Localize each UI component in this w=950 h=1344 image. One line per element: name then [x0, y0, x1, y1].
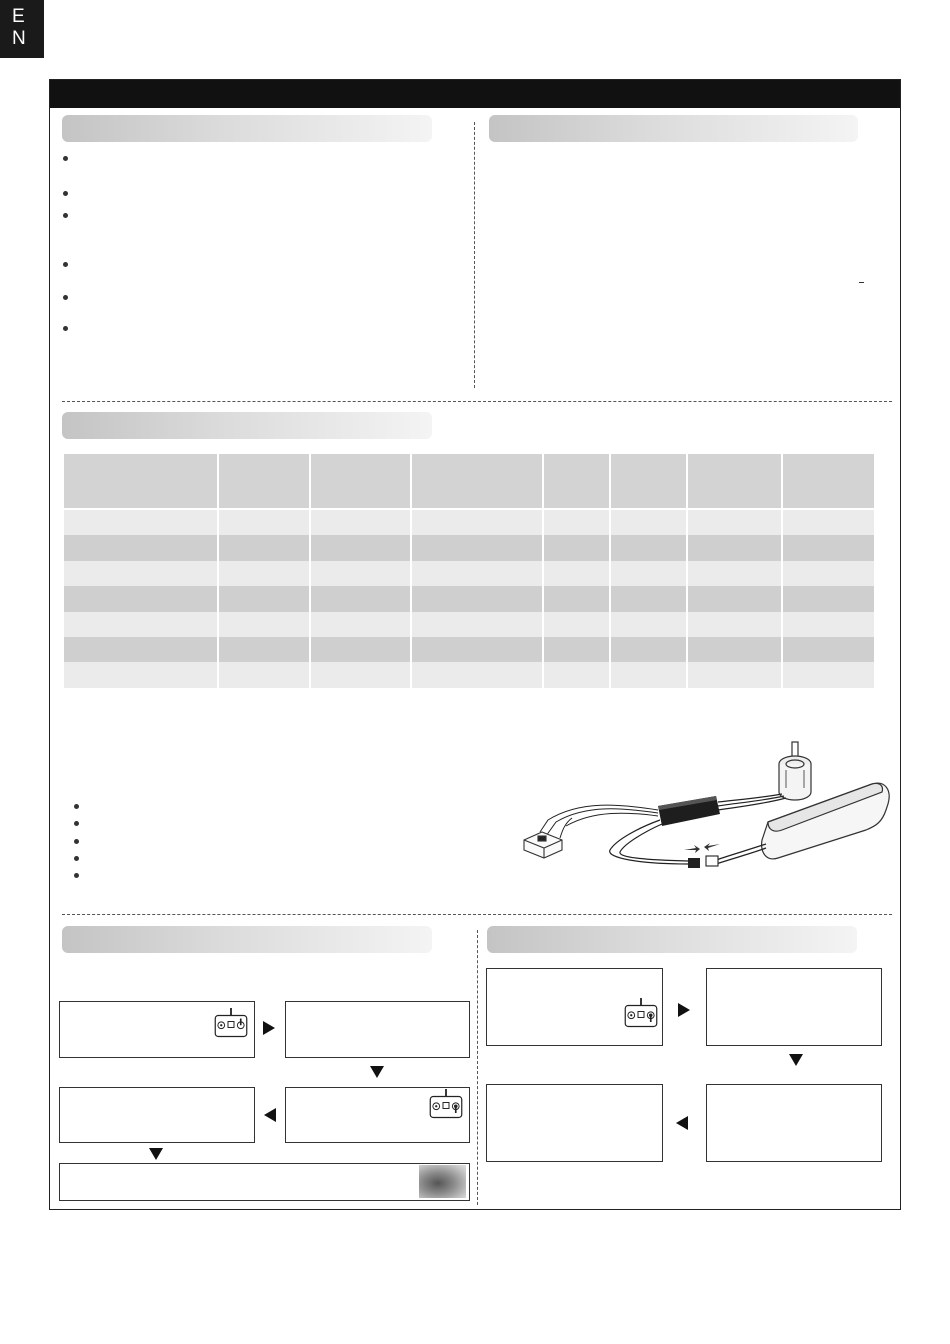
tick-mark [859, 282, 864, 283]
left-arrow-icon [676, 1116, 688, 1130]
esc-module [658, 796, 720, 826]
language-letter-e: E [12, 6, 25, 27]
esc-wiring-diagram [520, 740, 890, 890]
receiver-icon [524, 832, 562, 858]
down-arrow-icon [789, 1054, 803, 1066]
table-row [64, 612, 874, 637]
bullet [74, 839, 79, 844]
flow-step-5 [59, 1163, 470, 1201]
bullet [63, 191, 68, 196]
transmitter-icon [424, 1089, 468, 1119]
table-row [64, 535, 874, 560]
table-row [64, 662, 874, 688]
column-divider [474, 122, 475, 388]
section-pill-left [62, 115, 432, 142]
flow-step-4 [59, 1087, 255, 1143]
program-step-3 [706, 1084, 882, 1162]
language-letter-n: N [12, 28, 26, 49]
bullet [74, 804, 79, 809]
table-row [64, 586, 874, 611]
section-pill-programming [487, 926, 857, 953]
left-arrow-icon [264, 1108, 276, 1122]
right-arrow-icon [678, 1003, 690, 1017]
motor-icon [779, 742, 811, 800]
esc-connector [688, 858, 700, 868]
bullet [74, 873, 79, 878]
battery-connector [706, 856, 718, 866]
helicopter-photo-thumbnail [419, 1165, 466, 1198]
section-pill-right [489, 115, 858, 142]
table-header-row [64, 454, 874, 509]
bullet [63, 295, 68, 300]
spec-table [64, 454, 874, 688]
right-arrow-icon [263, 1021, 275, 1035]
flow-step-2 [285, 1001, 470, 1058]
bullet [63, 156, 68, 161]
table-row [64, 561, 874, 586]
section-pill-calibration [62, 926, 432, 953]
language-tab [0, 0, 44, 58]
down-arrow-icon [370, 1066, 384, 1078]
transmitter-icon [619, 998, 663, 1028]
program-step-4 [486, 1084, 663, 1162]
table-row [64, 509, 874, 535]
table-row [64, 637, 874, 662]
section-divider [62, 401, 892, 402]
section-header-bar [50, 80, 900, 108]
program-step-2 [706, 968, 882, 1046]
bullet [74, 856, 79, 861]
transmitter-icon [209, 1008, 253, 1038]
bullet [63, 326, 68, 331]
bullet [63, 262, 68, 267]
column-divider [477, 930, 478, 1205]
section-divider [62, 914, 892, 915]
down-arrow-icon [149, 1148, 163, 1160]
bullet [63, 213, 68, 218]
section-pill-specs [62, 412, 432, 439]
bullet [74, 821, 79, 826]
